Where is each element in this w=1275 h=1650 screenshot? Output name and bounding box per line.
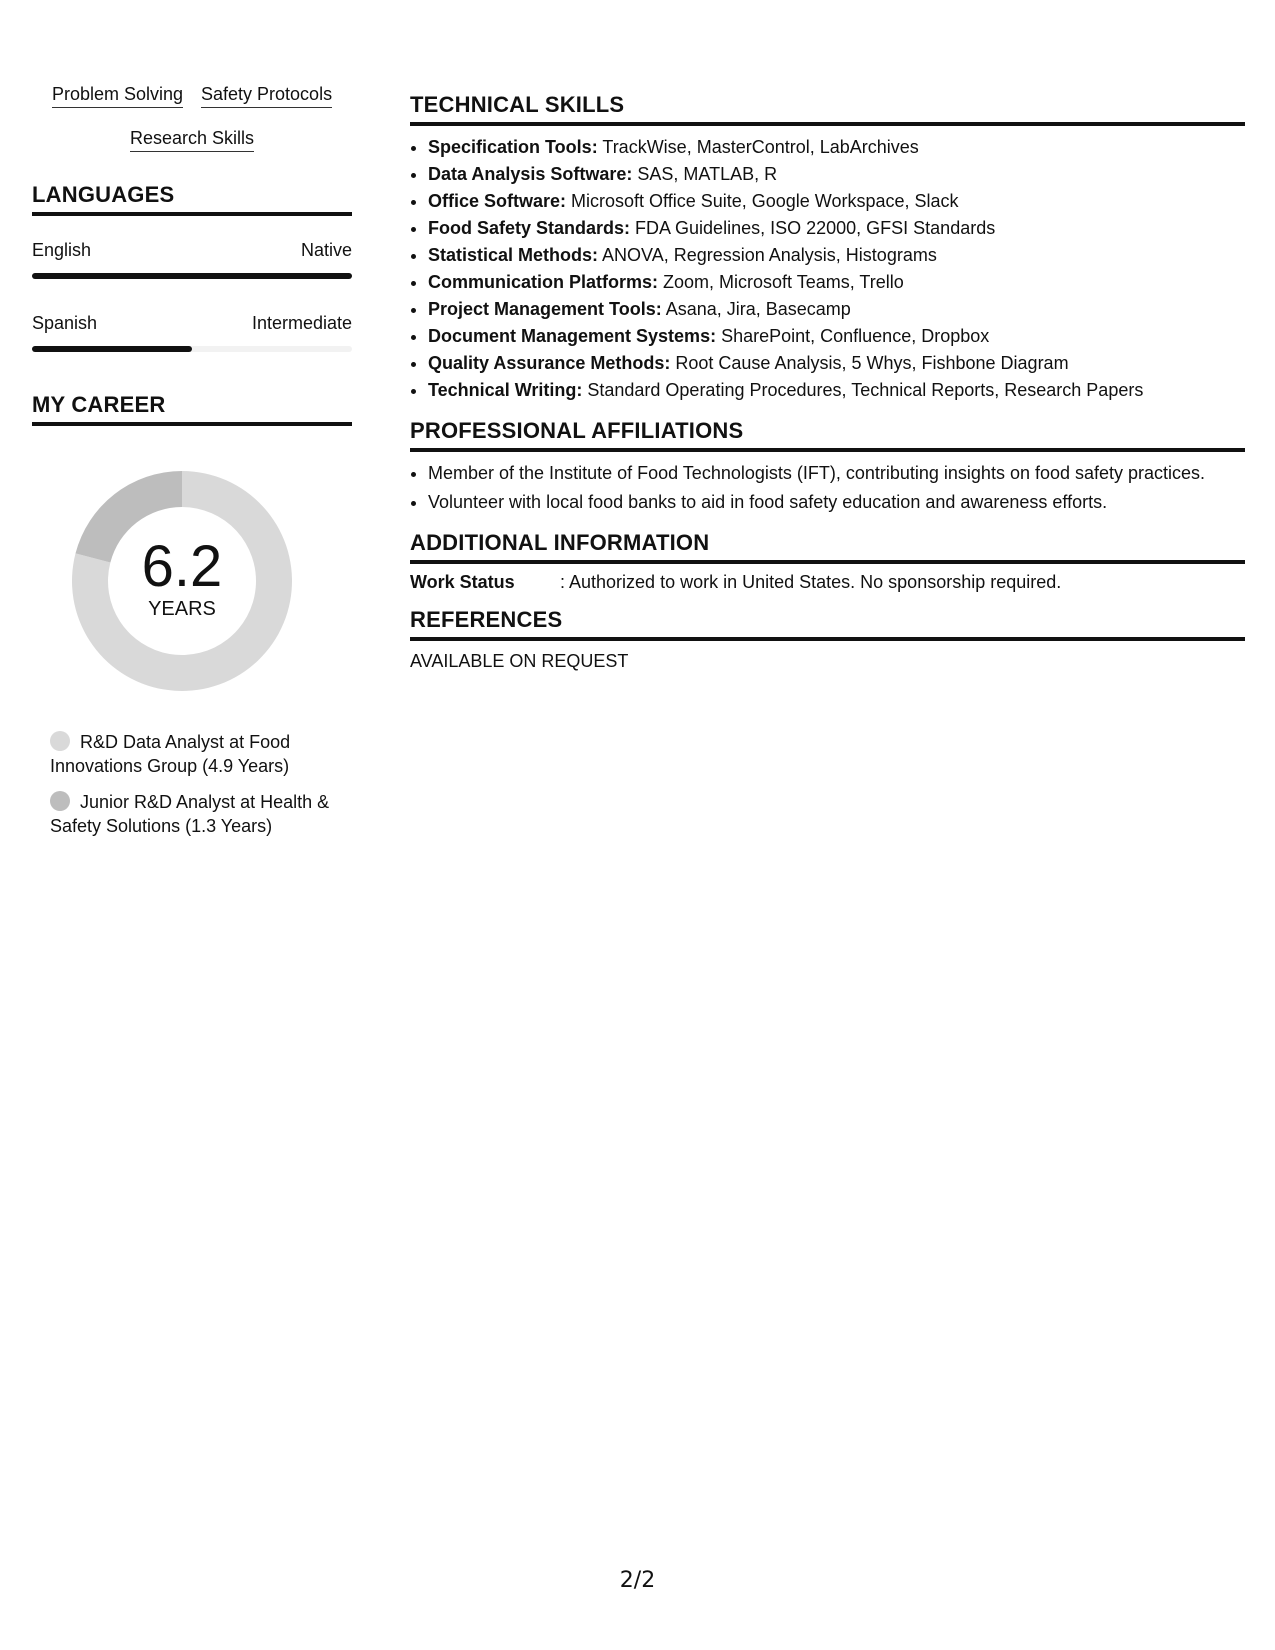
career-heading: MY CAREER [32, 392, 352, 426]
work-status-label: Work Status [410, 572, 515, 592]
legend-color-dot [50, 791, 70, 811]
technical-skills-heading: TECHNICAL SKILLS [410, 92, 1245, 126]
technical-skill-values: ANOVA, Regression Analysis, Histograms [598, 245, 937, 265]
career-donut-chart [67, 466, 297, 696]
technical-skill-values: Asana, Jira, Basecamp [661, 299, 851, 319]
skills-list [32, 84, 352, 152]
technical-skill-category: Food Safety Standards: [428, 218, 631, 238]
technical-skill-item [428, 323, 1245, 350]
technical-skill-values: Root Cause Analysis, 5 Whys, Fishbone Diagram [670, 353, 1069, 373]
main-content [410, 92, 1245, 686]
additional-info-heading: ADDITIONAL INFORMATION [410, 530, 1245, 564]
technical-skill-item [428, 269, 1245, 296]
technical-skill-item [428, 296, 1245, 323]
technical-skill-item [428, 161, 1245, 188]
work-status-value: : Authorized to work in United States. No sponsorship required. [560, 572, 1062, 592]
technical-skill-values: SharePoint, Confluence, Dropbox [716, 326, 990, 346]
language-proficiency-bar [32, 346, 352, 352]
career-years-unit: YEARS [148, 598, 216, 620]
skill-tag: Research Skills [130, 128, 254, 152]
languages-heading: LANGUAGES [32, 182, 352, 216]
skill-tag: Safety Protocols [201, 84, 332, 108]
language-item [32, 240, 352, 261]
references-heading: REFERENCES [410, 607, 1245, 641]
language-proficiency-fill [32, 346, 192, 352]
technical-skill-category: Specification Tools: [428, 137, 598, 157]
technical-skill-values: SAS, MATLAB, R [632, 164, 778, 184]
references-text: AVAILABLE ON REQUEST [410, 651, 629, 671]
career-total-years: 6.2 [141, 534, 223, 599]
technical-skill-category: Project Management Tools: [428, 299, 662, 319]
legend-label: Junior R&D Analyst at Health & Safety Solutions (1.3 Years) [50, 792, 330, 836]
technical-skill-category: Data Analysis Software: [428, 164, 633, 184]
affiliations-list [410, 460, 1245, 516]
legend-item [50, 790, 340, 838]
technical-skill-category: Office Software: [428, 191, 567, 211]
technical-skill-item [428, 215, 1245, 242]
additional-info-section [410, 530, 1245, 593]
language-level: Native [300, 240, 352, 260]
affiliation-item: • Member of the Institute of Food Technologists (IFT), contributing insights on food safety practices. [428, 460, 1245, 487]
language-proficiency-fill [32, 273, 352, 279]
technical-skill-item [428, 188, 1245, 215]
technical-skill-values: Microsoft Office Suite, Google Workspace, Slack [566, 191, 959, 211]
language-item [32, 313, 352, 334]
language-level: Intermediate [251, 313, 352, 333]
technical-skill-values: Zoom, Microsoft Teams, Trello [658, 272, 904, 292]
technical-skill-values: FDA Guidelines, ISO 22000, GFSI Standards [630, 218, 996, 238]
language-name: Spanish [32, 313, 98, 333]
affiliation-item: • Volunteer with local food banks to aid in food safety education and awareness efforts. [428, 489, 1245, 516]
technical-skill-values: TrackWise, MasterControl, LabArchives [597, 137, 919, 157]
career-legend [50, 730, 340, 838]
languages-list [32, 240, 352, 352]
technical-skills-section [410, 92, 1245, 404]
technical-skill-category: Document Management Systems: [428, 326, 717, 346]
skill-tag: Problem Solving [52, 84, 183, 108]
sidebar [32, 84, 352, 850]
technical-skill-values: Standard Operating Procedures, Technical Reports, Research Papers [582, 380, 1144, 400]
technical-skill-category: Quality Assurance Methods: [428, 353, 671, 373]
language-name: English [32, 240, 92, 260]
language-proficiency-bar [32, 273, 352, 279]
affiliations-heading: PROFESSIONAL AFFILIATIONS [410, 418, 1245, 452]
legend-color-dot [50, 731, 70, 751]
legend-label: R&D Data Analyst at Food Innovations Group (4.9 Years) [50, 732, 291, 776]
page-number: 2/2 [619, 1568, 656, 1593]
affiliations-section [410, 418, 1245, 516]
technical-skill-category: Communication Platforms: [428, 272, 659, 292]
work-status-row [410, 572, 1245, 593]
technical-skill-item [428, 134, 1245, 161]
technical-skills-list [410, 134, 1245, 404]
technical-skill-category: Statistical Methods: [428, 245, 599, 265]
technical-skill-item [428, 350, 1245, 377]
technical-skill-item [428, 242, 1245, 269]
technical-skill-item [428, 377, 1245, 404]
references-section [410, 607, 1245, 672]
legend-item [50, 730, 340, 778]
technical-skill-category: Technical Writing: [428, 380, 583, 400]
